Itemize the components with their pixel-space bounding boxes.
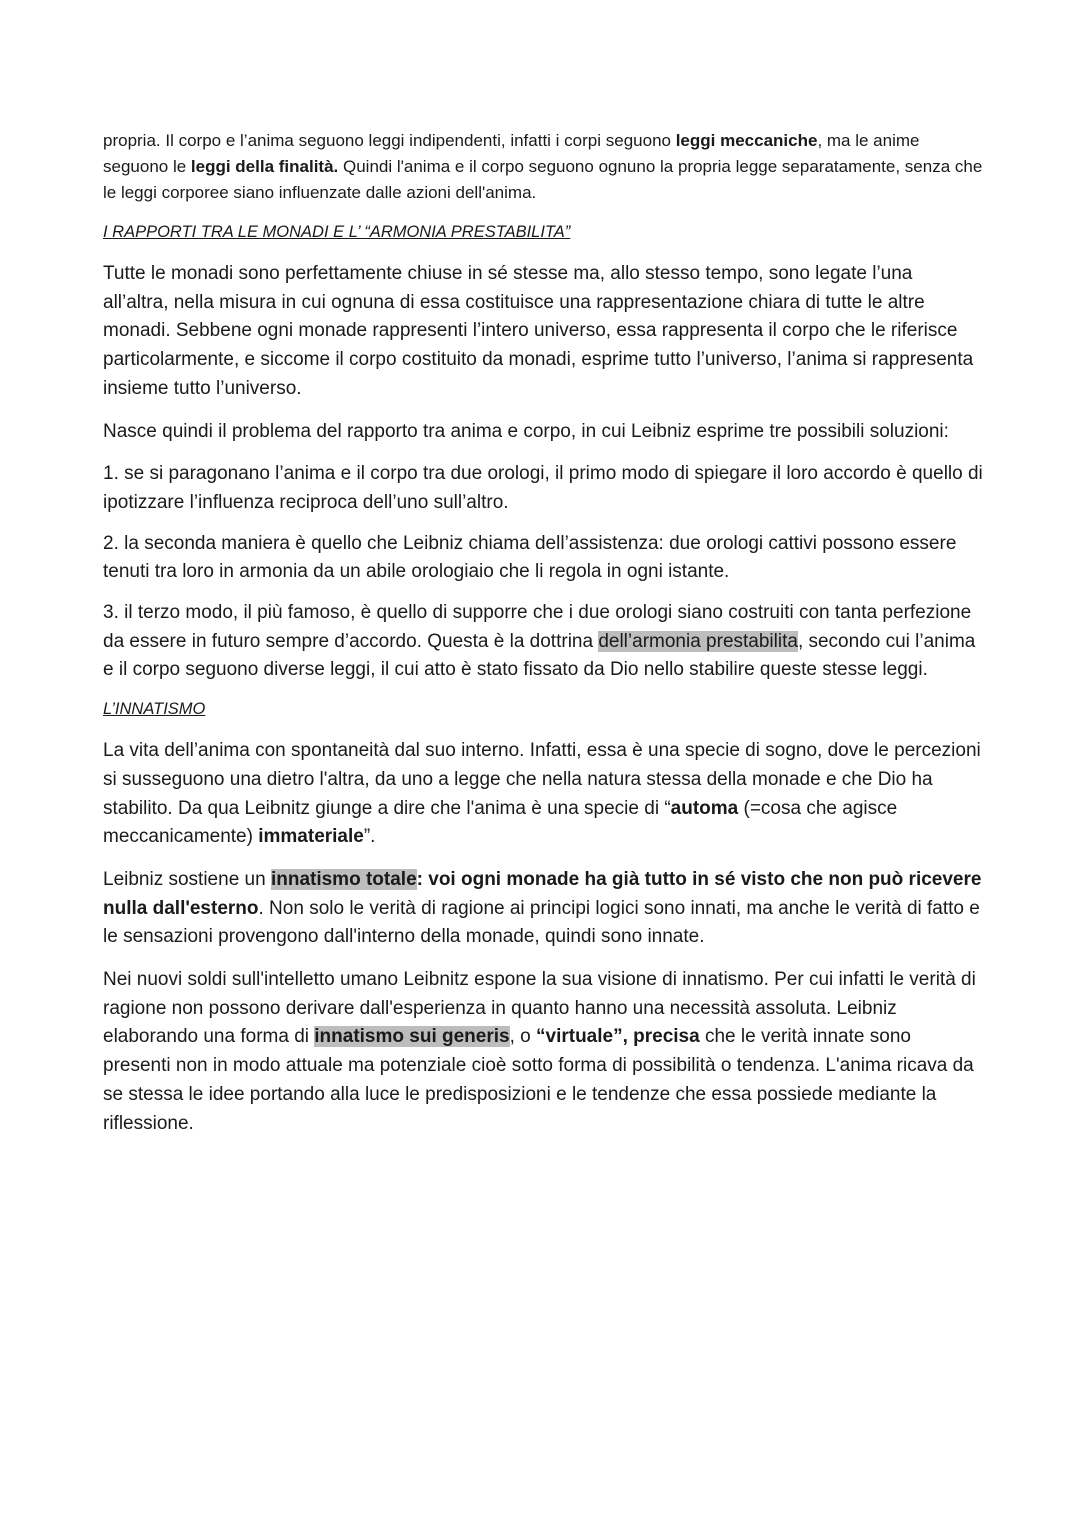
intro-paragraph (103, 128, 983, 206)
highlight-innatismo-sui-generis: innatismo sui generis (314, 1026, 510, 1048)
bold-monad-statement: : voi ogni monade ha già tutto in sé visto che non può ricevere nulla dall'esterno (103, 868, 982, 919)
bold-immateriale: immateriale (258, 826, 364, 848)
virtual-innatism-text-2: , o (509, 1026, 536, 1048)
intro-bold-mechanical-laws: leggi meccaniche (675, 131, 818, 150)
virtual-innatism-text-3: che le verità innate sono presenti non in modo attuale ma potenziale cioè sotto forma di possibilità o tendenza. L'anima ricava da se stessa le idee portando alla luce le predisposizioni e le tendenze che essa possiede mediante la riflessione. (103, 1026, 974, 1134)
virtual-innatism-text-1: Nei nuovi soldi sull'intelletto umano Leibnitz espone la sua visione di innatismo. Per cui infatti le verità di ragione non possono derivare dall'esperienza in quanto hanno una necessità assoluta. Leibniz elaborando una forma di (103, 969, 976, 1048)
highlight-armonia-prestabilita: dell’armonia prestabilita (598, 630, 798, 652)
paragraph-monads: Tutte le monadi sono perfettamente chiuse in sé stesse ma, allo stesso tempo, sono legate l’una all’altra, nella misura in cui ognuna di essa costituisce una rappresentazione chiara di tutte le altre monadi. Sebbene ogni monade rappresenti l’intero universo, essa rappresenta il corpo che le riferisce particolarmente, e siccome il corpo costituito da monadi, esprime tutto l’universo, l’anima si rappresenta insieme tutto l’universo. (103, 263, 974, 399)
list-item-1: 1. se si paragonano l’anima e il corpo tra due orologi, il primo modo di spiegare il loro accordo è quello di ipotizzare l’influenza reciproca dell’uno sull’altro. (103, 463, 983, 513)
list-item-3-text-2: , secondo cui l’anima e il corpo seguono diverse leggi, il cui atto è stato fissato da Dio nello stabilire queste stesse leggi. (103, 630, 976, 681)
intro-text-2: , ma le anime seguono le (103, 131, 920, 176)
intro-bold-finality-laws: leggi della finalità. (190, 157, 339, 176)
section-heading-innatismo: L’INNATISMO (103, 700, 206, 719)
intro-text-3: Quindi l'anima e il corpo seguono ognuno la propria legge separatamente, senza che le leggi corporee siano influenzate dalle azioni dell'anima. (103, 157, 983, 202)
total-innatism-text-1: Leibniz sostiene un (103, 868, 271, 890)
list-item-3 (103, 599, 983, 685)
soul-life-text-3: ”. (363, 826, 376, 848)
bold-automa: automa (670, 797, 739, 819)
bold-virtuale-precisa: “virtuale”, precisa (536, 1026, 700, 1048)
highlight-innatismo-totale: innatismo totale (270, 868, 417, 890)
document-page (103, 128, 983, 1152)
paragraph-total-innatism (103, 866, 983, 952)
soul-life-text-2: (=cosa che agisce meccanicamente) (103, 797, 898, 848)
soul-life-text-1: La vita dell’anima con spontaneità dal suo interno. Infatti, essa è una specie di sogno, dove le percezioni si susseguono una dietro l'altra, da uno a legge che nella natura stessa della monade e che Dio ha stabilito. Da qua Leibnitz giunge a dire che l'anima è una specie di “ (103, 740, 981, 819)
list-item-3-text-1: 3. il terzo modo, il più famoso, è quello di supporre che i due orologi siano costruiti con tanta perfezione da essere in futuro sempre d’accordo. Questa è la dottrina (103, 602, 972, 652)
paragraph-problem: Nasce quindi il problema del rapporto tra anima e corpo, in cui Leibniz esprime tre possibili soluzioni: (103, 420, 949, 442)
section-heading-monads: I RAPPORTI TRA LE MONADI E L’ “ARMONIA PRESTABILITA” (103, 223, 571, 241)
paragraph-virtual-innatism (103, 966, 983, 1138)
total-innatism-text-2: . Non solo le verità di ragione ai principi logici sono innati, ma anche le verità di fatto e le sensazioni provengono dall'interno della monade, quindi sono innate. (103, 897, 980, 948)
intro-text-1: propria. Il corpo e l’anima seguono leggi indipendenti, infatti i corpi seguono (103, 131, 676, 150)
paragraph-soul-life (103, 737, 983, 852)
list-item-2: 2. la seconda maniera è quello che Leibniz chiama dell’assistenza: due orologi cattivi possono essere tenuti tra loro in armonia da un abile orologiaio che li regola in ogni istante. (103, 532, 957, 583)
